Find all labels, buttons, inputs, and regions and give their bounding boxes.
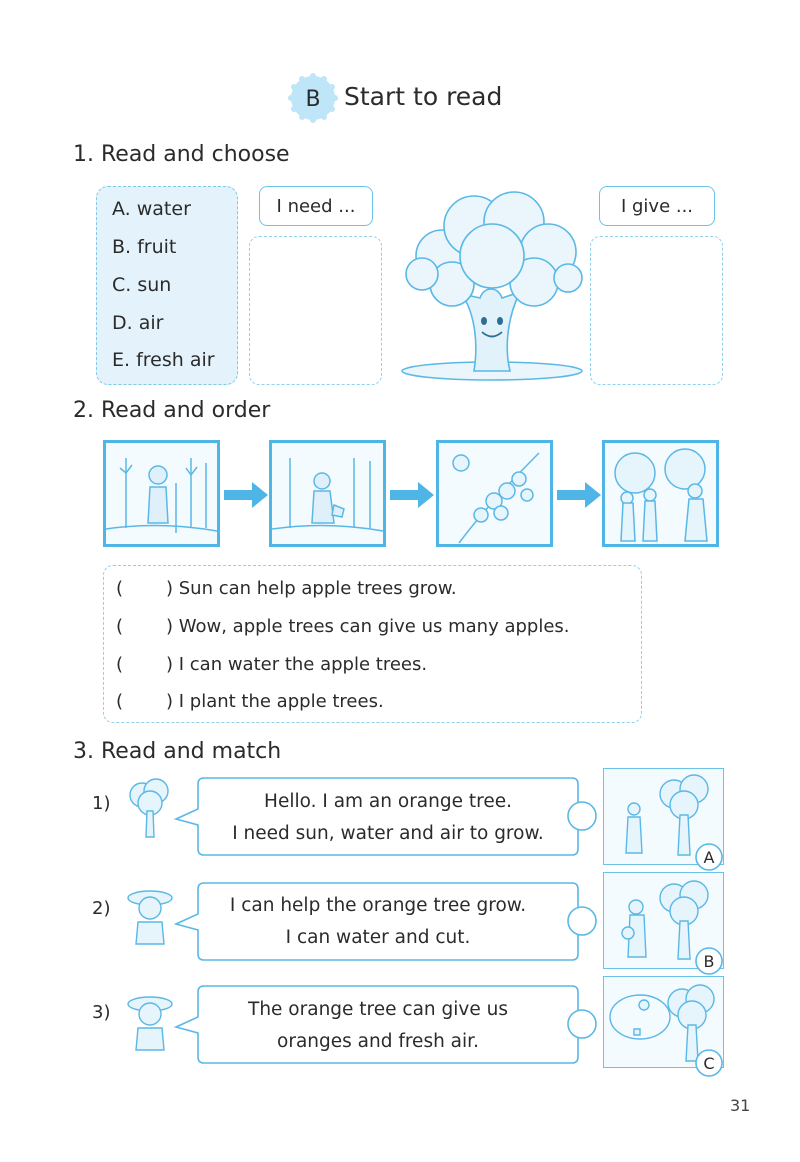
sentence-order-box [103,565,642,723]
svg-text:B: B [703,952,715,971]
girl-planting-icon [106,443,217,544]
give-answer-box[interactable] [590,236,723,385]
badge-letter: B [305,87,321,112]
item-number: 3) [92,1002,111,1023]
picture-water-trees [269,440,386,547]
choice-item: A. water [112,198,191,220]
picture-plant-trees [103,440,220,547]
picture-apple-harvest [602,440,719,547]
svg-text:A: A [703,848,715,867]
section1-title: 1. Read and choose [73,142,290,167]
girl-avatar-icon [124,990,176,1052]
picture-sun-blossoms [436,440,553,547]
section-badge-icon [288,73,338,123]
choice-item: B. fruit [112,236,177,258]
sentence-row[interactable]: ( ) Wow, apple trees can give us many apples. [116,616,570,637]
letter-circle-b [694,946,724,976]
sun-blossom-icon [439,443,550,544]
section3-title: 3. Read and match [73,739,282,764]
need-label: I need ... [259,186,373,226]
sentence-text: ) Sun can help apple trees grow. [166,578,457,599]
choice-item: E. fresh air [112,349,215,371]
choices-box [96,186,238,385]
section2-title: 2. Read and order [73,398,271,423]
need-answer-box[interactable] [249,236,382,385]
bubble-text: The orange tree can give us oranges and fresh air. [248,999,508,1052]
sentence-text: ) I plant the apple trees. [166,691,384,712]
letter-circle-a [694,842,724,872]
orange-tree-icon [124,777,176,839]
smiling-tree-icon [392,186,590,382]
page-title: Start to read [344,82,503,111]
girl-avatar-icon [124,884,176,946]
letter-circle-c [694,1048,724,1078]
sentence-row[interactable]: ( ) I can water the apple trees. [116,654,428,675]
sentence-text: ) Wow, apple trees can give us many apples. [166,616,570,637]
family-harvest-icon [605,443,716,544]
arrow-right-icon [388,480,436,510]
arrow-right-icon [222,480,270,510]
item-number: 2) [92,898,111,919]
page-number: 31 [730,1096,751,1115]
choice-item: C. sun [112,274,172,296]
sentence-row[interactable]: ( ) I plant the apple trees. [116,691,384,712]
choice-item: D. air [112,312,164,334]
give-label: I give ... [599,186,715,226]
svg-text:C: C [703,1054,715,1073]
sentence-row[interactable]: ( ) Sun can help apple trees grow. [116,578,457,599]
arrow-right-icon [555,480,603,510]
item-number: 1) [92,793,111,814]
sentence-text: ) I can water the apple trees. [166,654,428,675]
girl-watering-icon [272,443,383,544]
bubble-text: I can help the orange tree grow. I can water and cut. [229,895,527,948]
bubble-text: Hello. I am an orange tree. I need sun, water and air to grow. [232,791,544,844]
